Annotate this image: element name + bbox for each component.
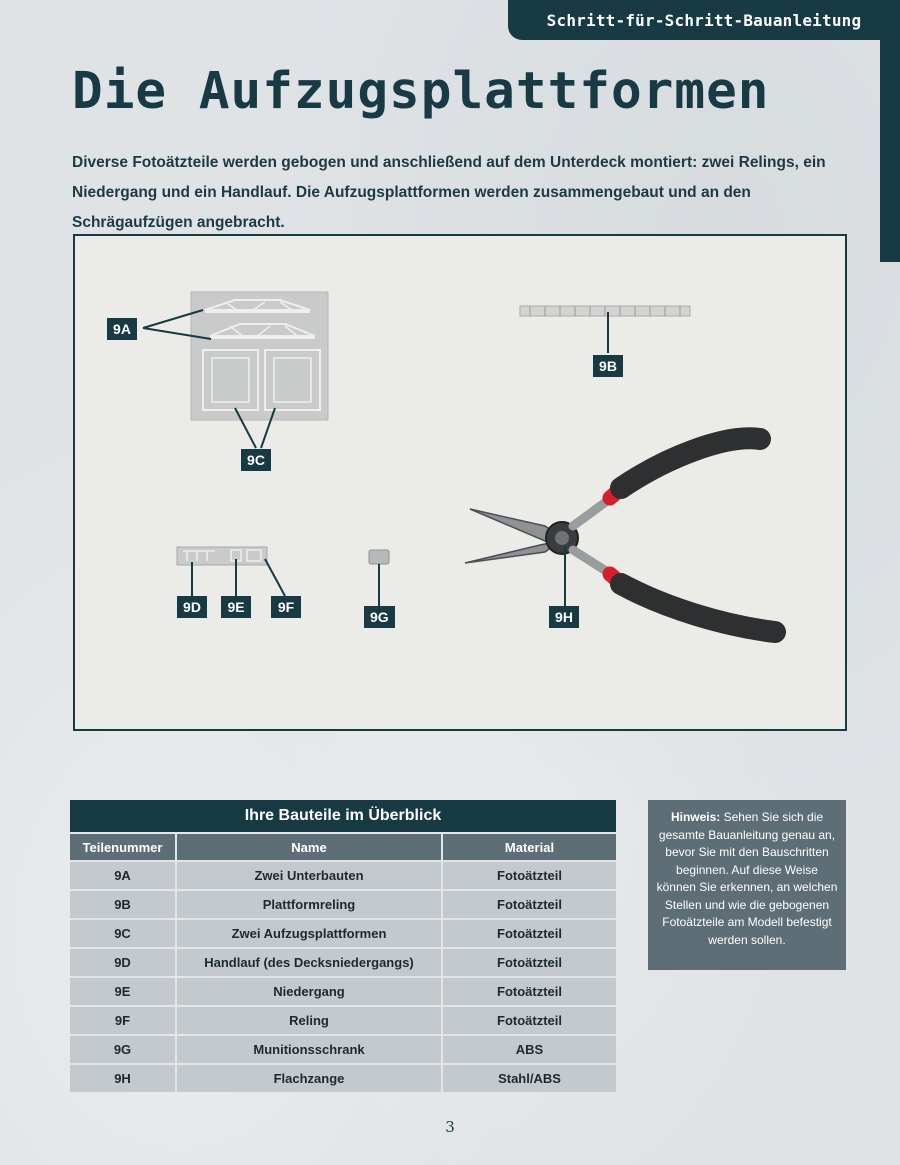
cell-part-number: 9H xyxy=(70,1063,177,1092)
cell-material: Fotoätzteil xyxy=(443,860,616,889)
cell-material: Fotoätzteil xyxy=(443,889,616,918)
table-row xyxy=(70,889,616,918)
label-9c: 9C xyxy=(241,449,271,471)
column-header-name: Name xyxy=(177,832,443,860)
label-9a: 9A xyxy=(107,318,137,340)
column-header-part-number: Teilenummer xyxy=(70,832,177,860)
label-9f: 9F xyxy=(271,596,301,618)
cell-part-number: 9E xyxy=(70,976,177,1005)
cell-name: Plattformreling xyxy=(177,889,443,918)
label-9b: 9B xyxy=(593,355,623,377)
table-row xyxy=(70,1034,616,1063)
pliers-9h xyxy=(465,438,775,632)
label-9e: 9E xyxy=(221,596,251,618)
table-row xyxy=(70,947,616,976)
parts-photo xyxy=(73,234,847,731)
cell-name: Handlauf (des Decksniedergangs) xyxy=(177,947,443,976)
table-row xyxy=(70,1005,616,1034)
label-9d: 9D xyxy=(177,596,207,618)
label-9g: 9G xyxy=(364,606,395,628)
cell-material: Fotoätzteil xyxy=(443,1005,616,1034)
railing-9b xyxy=(520,306,690,316)
table-row xyxy=(70,1063,616,1092)
cell-part-number: 9A xyxy=(70,860,177,889)
cell-part-number: 9F xyxy=(70,1005,177,1034)
cell-name: Reling xyxy=(177,1005,443,1034)
cell-material: Stahl/ABS xyxy=(443,1063,616,1092)
section-label: Schritt-für-Schritt-Bauanleitung xyxy=(546,10,862,30)
hint-label: Hinweis: xyxy=(670,810,721,824)
section-tab xyxy=(508,0,900,40)
table-row xyxy=(70,918,616,947)
column-header-material: Material xyxy=(443,832,616,860)
side-accent-bar xyxy=(880,40,900,262)
table-row xyxy=(70,976,616,1005)
cell-material: Fotoätzteil xyxy=(443,947,616,976)
cell-part-number: 9C xyxy=(70,918,177,947)
cell-material: Fotoätzteil xyxy=(443,918,616,947)
parts-illustration xyxy=(75,236,845,729)
page-title: Die Aufzugsplattformen xyxy=(72,62,770,121)
cell-part-number: 9D xyxy=(70,947,177,976)
cell-material: ABS xyxy=(443,1034,616,1063)
cell-part-number: 9G xyxy=(70,1034,177,1063)
cell-name: Zwei Aufzugsplattformen xyxy=(177,918,443,947)
cell-material: Fotoätzteil xyxy=(443,976,616,1005)
intro-paragraph: Diverse Fotoätzteile werden gebogen und anschließend auf dem Unterdeck montiert: zwei Relings, ein Niedergang und ein Handlauf. Die Aufzugsplattformen werden zusammengebaut und an den Schrägaufzügen angebracht. xyxy=(72,154,826,231)
cell-name: Zwei Unterbauten xyxy=(177,860,443,889)
small-fret-9d-9e-9f xyxy=(177,547,267,565)
page-number: 3 xyxy=(445,1118,455,1136)
hint-box xyxy=(648,800,846,970)
ammunition-box-9g xyxy=(369,550,389,564)
cell-name: Munitionsschrank xyxy=(177,1034,443,1063)
table-title: Ihre Bauteile im Überblick xyxy=(70,800,616,832)
label-9h: 9H xyxy=(549,606,579,628)
parts-overview-table xyxy=(70,800,616,1092)
table-row xyxy=(70,860,616,889)
cell-name: Niedergang xyxy=(177,976,443,1005)
cell-name: Flachzange xyxy=(177,1063,443,1092)
photo-etch-fret-9a-9c xyxy=(191,292,328,420)
hint-text: Sehen Sie sich die gesamte Bauanleitung genau an, bevor Sie mit den Bauschritten beginnen. Auf diese Weise können Sie erkennen, an welchen Stellen und wie die gebogenen Fotoätzteile am Modell befestigt werden sollen. xyxy=(656,810,838,947)
cell-part-number: 9B xyxy=(70,889,177,918)
